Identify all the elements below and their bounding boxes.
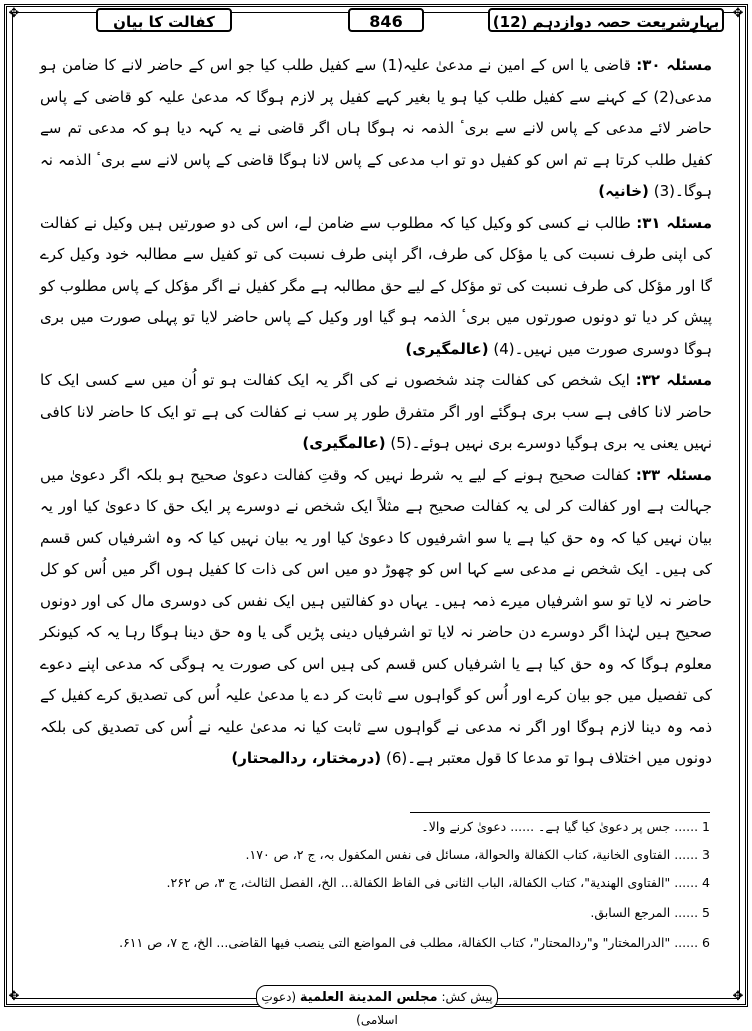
masla-label: مسئلہ ۳۳: (635, 465, 712, 484)
masla-33 (40, 460, 712, 775)
masla-31 (40, 208, 712, 366)
main-text (40, 50, 712, 775)
footnote-3: 3 ...... الفتاوی الخانیة، کتاب الکفالة والحوالة، مسائل فی نفس المکفول بہ، ج ۲، ص ۱۷۰. (245, 847, 710, 862)
footnote-divider (410, 812, 710, 813)
chapter-title: کفالت کا بیان (96, 8, 232, 32)
footnote-5: 5 ...... المرجع السابق. (590, 905, 710, 920)
masla-text: طالب نے کسی کو وکیل کیا کہ مطلوب سے ضامن لے، اس کی دو صورتیں ہیں وکیل نے کفالت کی اپنی طرف نسبت کی یا مؤکل کی طرف، اگر اپنی طرف نسبت کی تو کفیل سے مطالبہ خود وکیل کرے گا اور مؤکل کی طرف نسبت کی تو مؤکل کے لیے حق مطالبہ ہے مگر کفیل نے اگر مؤکل کے پاس مطلوب کو پیش کر دیا تو دونوں صورتوں میں بریٴ الذمہ ہو گیا اور وکیل کے پاس حاضر لایا تو پہلی صورت میں بری ہوگا دوسری صورت میں نہیں۔(4) (40, 213, 712, 358)
masla-32 (40, 365, 712, 460)
page-number: 846 (348, 8, 424, 32)
footer-org: مجلس المدینة العلمیة (299, 990, 438, 1005)
corner-ornament-icon: ✥ (8, 989, 20, 1004)
masla-label: مسئلہ ۳۰: (636, 56, 712, 74)
footnote-1-2: 1 ...... جس پر دعویٰ کیا گیا ہے۔ ...... دعویٰ کرنے والا۔ (421, 819, 710, 834)
masla-30 (40, 50, 712, 208)
source-ref: (عالمگیری) (405, 339, 489, 358)
masla-text: کفالت صحیح ہونے کے لیے یہ شرط نہیں کہ وقتِ کفالت دعویٰ صحیح ہو بلکہ اگر دعویٰ میں جہالت ہے اور کفالت کر لی یہ کفالت صحیح ہے مثلاً ایک شخص نے دوسرے پر ایک حق کا دعویٰ کیا اور یہ بیان نہیں کیا کہ وہ حق کیا ہے یا سو اشرفیوں کا دعویٰ کیا اور یہ بیان نہیں کیا کہ وہ اشرفیاں کس قسم کی ہیں۔ ایک شخص نے مدعی سے کہا اس کو چھوڑ دو میں اس کی ذات کا کفیل ہوں اگر میں اُس کو کل حاضر نہ لایا تو سو اشرفیاں میرے ذمہ ہیں۔ یہاں دو کفالتیں ہیں ایک نفس کی دوسری مال کی اور دونوں صحیح ہیں لہٰذا اگر دوسرے دن حاضر نہ لایا تو اشرفیاں دینی پڑیں گی یا وہ حق دینا ہوگا رہا یہ کہ کیونکر معلوم ہوگا کہ وہ حق کیا ہے یا اشرفیاں کس قسم کی ہیں اس کی صورت یہ ہوگی کہ مدعی اپنے دعوے کی تفصیل میں جو بیان کرے اور اُس کو گواہوں سے ثابت کر دے یا مدعیٰ علیہ اُس کی تصدیق کرے کفیل کے ذمہ وہ دینا لازم ہوگا اور اگر نہ مدعی نے گواہوں سے ثابت کیا نہ مدعیٰ علیہ نے اُس کی تصدیق کی بلکہ دونوں میں اختلاف ہوا تو مدعا کا قول معتبر ہے۔(6) (40, 465, 712, 767)
corner-ornament-icon: ✥ (8, 6, 20, 21)
book-title: بہارِشریعت حصہ دوازدہم (12) (488, 8, 724, 32)
corner-ornament-icon: ✥ (732, 6, 744, 21)
masla-label: مسئلہ ۳۱: (636, 213, 712, 232)
source-ref: (خانیہ) (598, 182, 649, 200)
masla-label: مسئلہ ۳۲: (635, 371, 713, 389)
footnote-4: 4 ...... "الفتاوی الھندیة"، کتاب الکفالة، الباب الثانی فی الفاظ الکفالة... الخ، الفصل الثالث، ج ۳، ص ۲۶۲. (166, 875, 710, 890)
masla-text: ایک شخص کی کفالت چند شخصوں نے کی اگر یہ ایک کفالت ہو تو اُن میں سے کسی ایک کا حاضر لانا کافی ہے سب بری ہوگئے اور اگر متفرق طور پر سب نے کفالت کی ہے تو ایک کا حاضر لانا کافی نہیں یعنی یہ بری ہوگیا دوسرے بری نہیں ہوئے۔(5) (40, 371, 712, 452)
corner-ornament-icon: ✥ (732, 989, 744, 1004)
page-header (20, 6, 732, 36)
source-ref: (درمختار، ردالمحتار) (231, 749, 382, 767)
footnote-6: 6 ...... "الدرالمختار" و"ردالمحتار"، کتاب الکفالة، مطلب فی المواضع التی ینصب فیھا القاضی... الخ، ج ۷، ص ۶۱۱. (119, 935, 710, 950)
masla-text: قاضی یا اس کے امین نے مدعیٰ علیہ(1) سے کفیل طلب کیا جو اس کے حاضر لانے کا ضامن ہو مدعی(2) کے کہنے سے کفیل طلب کیا ہو یا بغیر کہے کفیل پر لازم ہوگا کہ مدعیٰ علیہ کو قاضی کے پاس حاضر لائے مدعی کے پاس لانے سے بریٴ الذمہ نہ ہوگا ہاں اگر قاضی نے یہ کہہ دیا ہو کہ مدعی تم سے کفیل طلب کرتا ہے تم اس کو کفیل دو تو اب مدعی کے پاس لانا ہوگا قاضی کے پاس لانے سے بریٴ الذمہ نہ ہوگا۔(3) (40, 56, 712, 200)
source-ref: (عالمگیری) (302, 434, 386, 452)
footer-prefix: پیش کش: (441, 990, 493, 1004)
publisher-footer (256, 985, 498, 1027)
footer-suffix: (دعوتِ اسلامی) (261, 990, 398, 1027)
